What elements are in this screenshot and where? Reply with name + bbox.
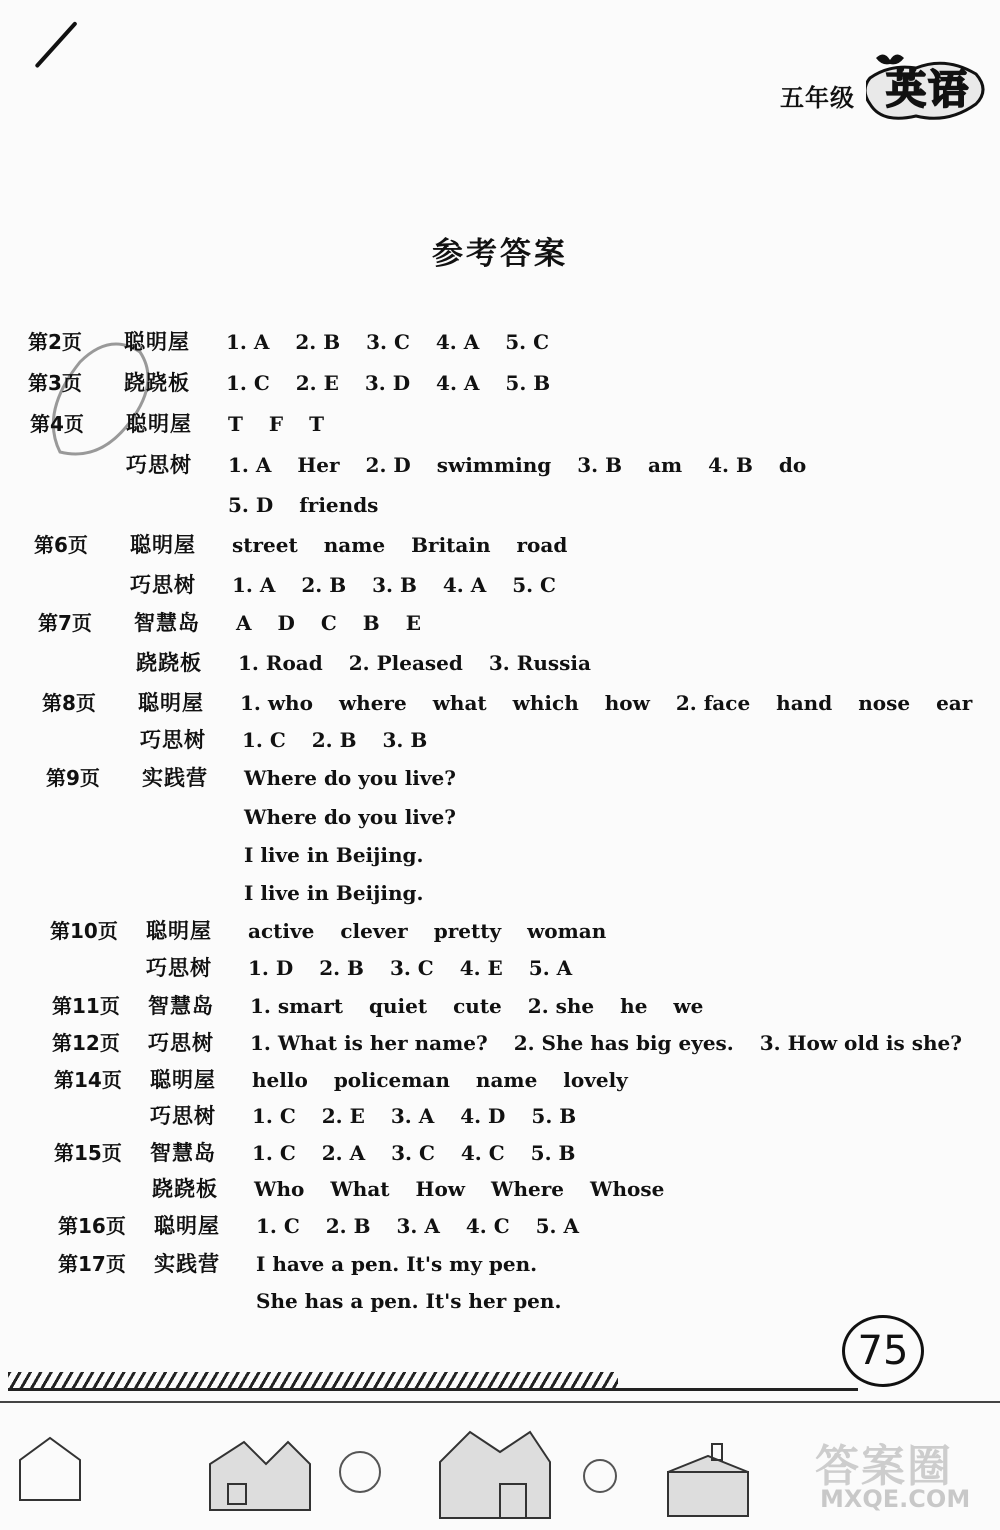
answer-token: 5. A (528, 956, 573, 980)
answer-token: 4. A (436, 371, 480, 395)
answer-token: am (648, 453, 683, 477)
answer-row (46, 839, 980, 871)
answer-token: 1. A (228, 453, 272, 477)
answer-token: policeman (333, 1068, 450, 1092)
answer-row (58, 1248, 980, 1280)
answer-token: 1. C (252, 1104, 296, 1128)
answer-token: 2. E (321, 1104, 365, 1128)
answer-row (30, 489, 980, 521)
section-name: 聪明屋 (154, 1214, 220, 1238)
answer-token: 5. C (512, 573, 556, 597)
answer-token: 1. What is her name? (250, 1031, 488, 1055)
answer-row (56, 1173, 980, 1205)
answer-token: She has a pen. It's her pen. (256, 1289, 562, 1313)
section-name: 巧思树 (146, 956, 212, 980)
answer-token: Her (297, 453, 340, 477)
answer-line (256, 1248, 563, 1280)
section-name: 聪明屋 (130, 533, 196, 557)
answer-row (30, 449, 980, 481)
answer-token: woman (527, 919, 607, 943)
answer-row (38, 607, 980, 639)
answer-line (226, 326, 575, 358)
answer-token: I live in Beijing. (244, 843, 424, 867)
answer-token: 5. C (505, 330, 549, 354)
page-ref: 第11页 (52, 994, 120, 1018)
answer-token: swimming (436, 453, 552, 477)
page-ref: 第4页 (30, 412, 84, 436)
answer-token: 4. D (460, 1104, 506, 1128)
answer-token: 3. B (372, 573, 417, 597)
section-name: 巧思树 (148, 1031, 214, 1055)
answer-token: 3. D (364, 371, 411, 395)
answer-token: name (323, 533, 386, 557)
answer-token: I have a pen. It's my pen. (256, 1252, 538, 1276)
answer-line (228, 449, 832, 481)
answer-token: Where (491, 1177, 564, 1201)
answer-token: 2. Pleased (348, 651, 463, 675)
answer-row (54, 1137, 980, 1169)
answer-line (248, 952, 598, 984)
answer-token: B (362, 611, 380, 635)
section-name: 跷跷板 (124, 371, 190, 395)
answer-token: he (620, 994, 648, 1018)
answer-token: 5. B (530, 1141, 576, 1165)
answer-token: 3. How old is she? (759, 1031, 962, 1055)
answer-line (232, 569, 582, 601)
watermark-url: MXQE.COM (820, 1485, 971, 1513)
answer-row (46, 877, 980, 909)
section-name: 巧思树 (140, 728, 206, 752)
answer-token: 1. C (252, 1141, 296, 1165)
subject-logo (866, 48, 990, 128)
answer-row (34, 569, 980, 601)
answer-row (28, 326, 980, 358)
answer-line (232, 529, 593, 561)
page-ref: 第15页 (54, 1141, 122, 1165)
answer-line (226, 367, 576, 399)
section-name: 智慧岛 (150, 1141, 216, 1165)
answer-token: 3. A (390, 1104, 435, 1128)
answer-line (254, 1173, 690, 1205)
section-name: 跷跷板 (136, 651, 202, 675)
decorative-line (8, 1388, 858, 1391)
answer-row (50, 915, 980, 947)
answer-token: A (236, 611, 252, 635)
answer-token: 2. B (311, 728, 357, 752)
answer-line (252, 1100, 602, 1132)
answer-token: 1. D (248, 956, 294, 980)
answer-token: friends (299, 493, 379, 517)
answer-token: 3. C (366, 330, 410, 354)
answer-token: 2. B (295, 330, 341, 354)
page-ref: 第8页 (42, 691, 96, 715)
answer-token: F (268, 412, 284, 436)
section-name: 实践营 (142, 766, 208, 790)
section-name: 聪明屋 (150, 1068, 216, 1092)
answer-token: 4. A (442, 573, 487, 597)
answer-token: quiet (369, 994, 428, 1018)
answer-row (52, 990, 980, 1022)
answer-token: street (232, 533, 298, 557)
section-name: 巧思树 (130, 573, 196, 597)
answer-token: 1. Road (238, 651, 323, 675)
answer-line (240, 687, 998, 719)
answer-token: pretty (433, 919, 502, 943)
answer-row (54, 1064, 980, 1096)
answer-line (228, 489, 404, 521)
page-ref: 第6页 (34, 533, 88, 557)
answer-token: 1. A (232, 573, 276, 597)
answer-row (40, 647, 980, 679)
answer-token: 5. B (505, 371, 551, 395)
answer-token: name (475, 1068, 538, 1092)
answer-token: road (516, 533, 568, 557)
answer-token: where (338, 691, 407, 715)
answer-token: 3. C (389, 956, 434, 980)
answer-token: D (277, 611, 295, 635)
answer-row (28, 367, 980, 399)
answer-token: active (248, 919, 315, 943)
answer-token: hello (252, 1068, 308, 1092)
answer-row (52, 1027, 980, 1059)
subject-logo-text: 英语 (886, 67, 970, 113)
section-name: 智慧岛 (148, 994, 214, 1018)
answer-token: 2. She has big eyes. (513, 1031, 734, 1055)
watermark-text: 答案圈 (815, 1441, 953, 1492)
answer-token: 3. B (577, 453, 622, 477)
section-name: 巧思树 (126, 453, 192, 477)
answer-token: E (405, 611, 421, 635)
answer-token: 3. B (382, 728, 428, 752)
answer-line (244, 839, 449, 871)
answer-token: 2. she (527, 994, 595, 1018)
answer-token: 4. B (708, 453, 753, 477)
section-name: 巧思树 (150, 1104, 216, 1128)
answer-line (238, 647, 617, 679)
answer-line (250, 990, 729, 1022)
page-ref: 第2页 (28, 330, 82, 354)
page-ref: 第7页 (38, 611, 92, 635)
answer-token: we (673, 994, 704, 1018)
answer-token: I live in Beijing. (244, 881, 424, 905)
page-ref: 第3页 (28, 371, 82, 395)
answer-token: 2. B (301, 573, 347, 597)
section-name: 聪明屋 (124, 330, 190, 354)
answer-token: 1. who (240, 691, 313, 715)
section-name: 智慧岛 (134, 611, 200, 635)
answer-token: 4. C (465, 1214, 510, 1238)
answer-token: 5. B (531, 1104, 577, 1128)
answer-row (58, 1285, 980, 1317)
section-name: 聪明屋 (146, 919, 212, 943)
answer-token: cute (453, 994, 502, 1018)
page-ref: 第17页 (58, 1252, 126, 1276)
answer-token: 4. C (460, 1141, 505, 1165)
answer-token: 4. A (435, 330, 480, 354)
page-ref: 第14页 (54, 1068, 122, 1092)
answer-row (30, 408, 980, 440)
answer-row (46, 762, 980, 794)
answer-token: C (320, 611, 337, 635)
pen-stroke-mark (35, 21, 78, 68)
answer-line (242, 724, 453, 756)
answer-token: do (778, 453, 807, 477)
answer-row (54, 1100, 980, 1132)
answer-token: 3. A (396, 1214, 440, 1238)
answer-token: clever (340, 919, 408, 943)
section-name: 实践营 (154, 1252, 220, 1276)
answer-token: what (432, 691, 487, 715)
answer-token: 3. C (391, 1141, 435, 1165)
answer-token: Britain (411, 533, 491, 557)
answer-token: 5. D (228, 493, 274, 517)
answer-token: nose (858, 691, 911, 715)
answer-token: how (604, 691, 650, 715)
grade-label: 五年级 (780, 84, 855, 112)
section-name: 跷跷板 (152, 1177, 218, 1201)
answer-token: which (512, 691, 579, 715)
page-title: 参考答案 (432, 236, 568, 272)
answer-token: 1. smart (250, 994, 343, 1018)
answer-token: ear (936, 691, 973, 715)
answer-token: 2. B (325, 1214, 371, 1238)
answer-line (252, 1064, 654, 1096)
answer-row (46, 801, 980, 833)
answer-row (50, 952, 980, 984)
section-name: 聪明屋 (126, 412, 192, 436)
answer-line (248, 915, 632, 947)
answer-token: What (330, 1177, 390, 1201)
answer-token: Where do you live? (244, 766, 456, 790)
answer-token: hand (776, 691, 833, 715)
answer-line (250, 1027, 988, 1059)
answer-token: 1. C (256, 1214, 300, 1238)
answer-token: Where do you live? (244, 805, 456, 829)
page-ref: 第10页 (50, 919, 118, 943)
answer-token: 4. E (459, 956, 503, 980)
answer-row (44, 724, 980, 756)
answer-token: T (309, 412, 324, 436)
answer-token: 2. face (675, 691, 751, 715)
answer-line (256, 1285, 587, 1317)
answer-token: 1. A (226, 330, 270, 354)
answer-row (34, 529, 980, 561)
answer-token: 3. Russia (488, 651, 591, 675)
page-ref: 第12页 (52, 1031, 120, 1055)
answer-row (58, 1210, 980, 1242)
answer-token: 1. C (242, 728, 286, 752)
answer-line (236, 607, 447, 639)
answer-row (42, 687, 980, 719)
answer-line (256, 1210, 605, 1242)
answer-token: Whose (590, 1177, 665, 1201)
answer-token: 2. E (295, 371, 339, 395)
answer-token: T (228, 412, 243, 436)
page-number: 75 (842, 1315, 924, 1387)
answer-token: How (415, 1177, 465, 1201)
page-ref: 第9页 (46, 766, 100, 790)
answer-line (252, 1137, 601, 1169)
page-ref: 第16页 (58, 1214, 126, 1238)
answer-line (244, 877, 449, 909)
section-name: 聪明屋 (138, 691, 204, 715)
answer-token: 2. A (321, 1141, 366, 1165)
answer-line (244, 801, 482, 833)
answer-token: 2. B (319, 956, 364, 980)
answer-token: 5. A (535, 1214, 579, 1238)
answer-line (228, 408, 350, 440)
answer-token: lovely (563, 1068, 628, 1092)
answer-token: 2. D (365, 453, 411, 477)
answer-line (244, 762, 482, 794)
answer-token: 1. C (226, 371, 270, 395)
answer-token: Who (254, 1177, 305, 1201)
